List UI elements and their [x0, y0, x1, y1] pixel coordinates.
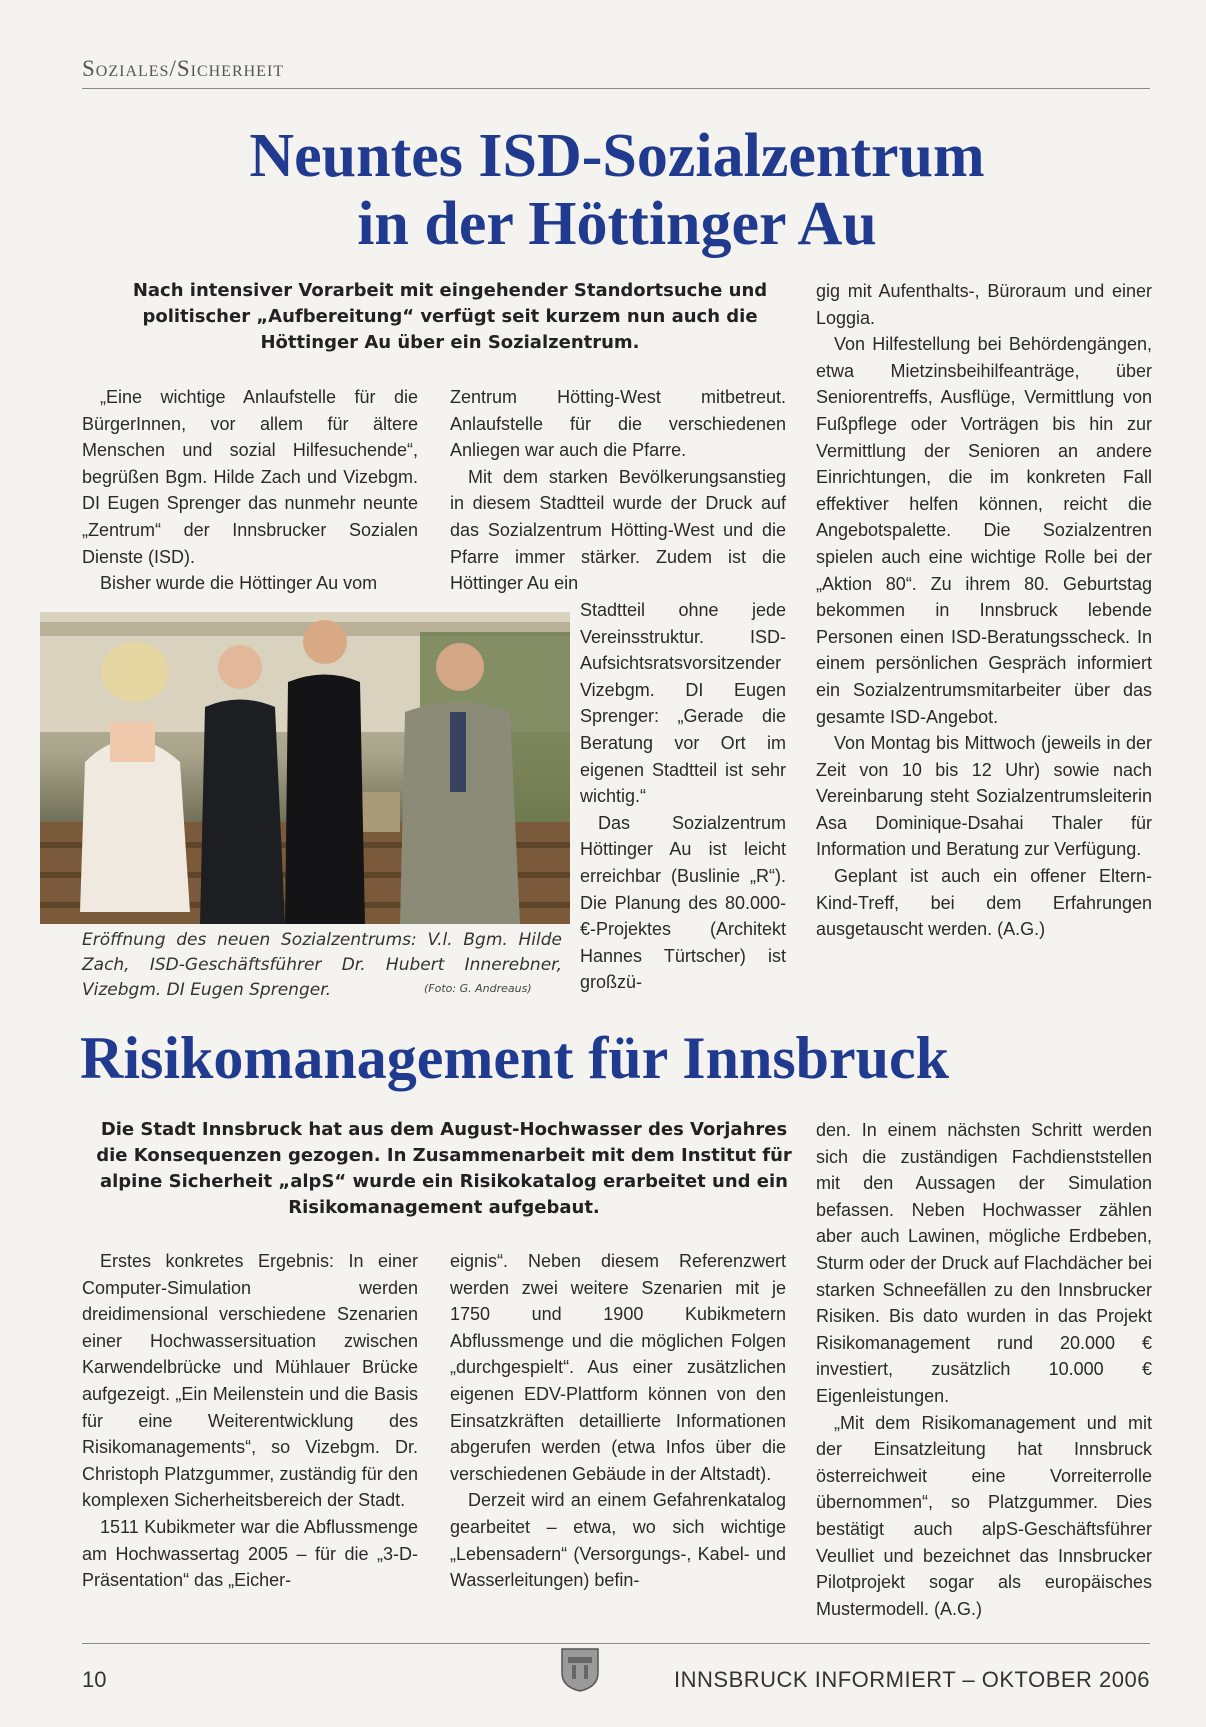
page-number: 10 — [82, 1667, 107, 1692]
publication-footer: INNSBRUCK INFORMIERT – OKTOBER 2006 — [674, 1667, 1150, 1692]
photo-credit: (Foto: G. Andreaus) — [424, 982, 532, 995]
bottom-rule — [82, 1643, 1150, 1644]
opening-photo — [40, 612, 570, 924]
article1-column-3 — [816, 278, 1152, 943]
article1-column-2 — [450, 384, 786, 597]
article1-title — [82, 122, 1152, 258]
article1-lead: Nach intensiver Vorarbeit mit eingehender Standortsuche und politischer „Aufbereitung“ verfügt seit kurzem nun auch die Höttinger Au über ein Sozialzentrum. — [132, 280, 768, 353]
paragraph: Derzeit wird an einem Gefahrenkatalog gearbeitet – etwa, wo sich wichtige „Lebensadern“ (Versorgungs-, Kabel- und Wasserleitungen) befin- — [450, 1490, 786, 1591]
article2-lead: Die Stadt Innsbruck hat aus dem August-Hochwasser des Vorjahres die Konsequenzen gezogen. In Zusammenarbeit mit dem Institut für alpine Sicherheit „alpS“ wurde ein Risikokatalog erarbeitet und ein Risikomanagement aufgebaut. — [96, 1119, 792, 1218]
paragraph: gig mit Aufenthalts-, Büroraum und einer Loggia. — [816, 281, 1152, 328]
article1-column-1 — [82, 384, 418, 597]
article2-title: Risikomanagement für Innsbruck — [80, 1025, 950, 1091]
paragraph: Das Sozialzentrum Höttinger Au ist leicht erreichbar (Buslinie „R“). Die Planung des 80.000-€-Projektes (Architekt Hannes Türtscher) ist großzü- — [580, 812, 786, 993]
city-crest-icon — [560, 1647, 600, 1693]
article1-column-2-wrap — [580, 597, 786, 996]
article2-column-2 — [450, 1248, 786, 1594]
top-rule — [82, 88, 1150, 89]
paragraph: Zentrum Hötting-West mitbetreut. Anlaufstelle für die verschiedenen Anliegen war auch die Pfarre. — [450, 387, 786, 461]
paragraph: 1511 Kubikmeter war die Abflussmenge am Hochwassertag 2005 – für die „3-D-Präsentation“ das „Eicher- — [82, 1516, 418, 1591]
paragraph: Von Montag bis Mittwoch (jeweils in der Zeit von 10 bis 12 Uhr) sowie nach Vereinbarung steht Sozialzentrumsleiterin Asa Dominique-Dsahai Thaler für Information und Beratung zur Verfügung. — [816, 733, 1152, 860]
photo-caption: Eröffnung des neuen Sozialzentrums: V.l. Bgm. Hilde Zach, ISD-Geschäftsführer Dr. Hubert Innerebner, Vizebgm. DI Eugen Sprenger. — [82, 930, 562, 1000]
paragraph: „Eine wichtige Anlaufstelle für die BürgerInnen, vor allem für ältere Menschen und sozial Hilfesuchende“, begrüßen Bgm. Hilde Zach und Vizebgm. DI Eugen Sprenger das nunmehr neunte „Zentrum“ der Innsbrucker Sozialen Dienste (ISD). — [82, 387, 418, 567]
article1-title-line1: Neuntes ISD-Sozialzentrum — [249, 122, 985, 190]
paragraph: Von Hilfestellung bei Behördengängen, etwa Mietzinsbeihilfeanträge, über Seniorentreffs, Ausflüge, Vermittlung von Fußpflege oder Vorträgen bis hin zur Vermittlung der Senioren an andere Einrichtungen, die im konkreten Fall effektiver helfen können, reicht die Angebotspalette. Die Sozialzentren spielen auch eine wichtige Rolle bei der „Aktion 80“. Zu ihrem 80. Geburtstag bekommen in Innsbruck lebende Personen einen ISD-Beratungsscheck. In einem persönlichen Gespräch informiert ein Sozialzentrumsmitarbeiter über das gesamte ISD-Angebot. — [816, 334, 1152, 727]
paragraph: Geplant ist auch ein offener Eltern-Kind-Treff, bei dem Erfahrungen ausgetauscht werden. (A.G.) — [816, 866, 1152, 940]
article2-column-3 — [816, 1117, 1152, 1622]
paragraph: „Mit dem Risikomanagement und mit der Einsatzleitung hat Innsbruck österreichweit eine Vorreiterrolle übernommen“, so Platzgummer. Dies bestätigt auch alpS-Geschäftsführer Veulliet und bezeichnet das Innsbrucker Pilotprojekt sogar als europäisches Mustermodell. (A.G.) — [816, 1412, 1152, 1619]
paragraph: Stadtteil ohne jede Vereinsstruktur. ISD-Aufsichtsratsvorsitzender Vizebgm. DI Eugen Sprenger: „Gerade die Beratung vor Ort im eigenen Stadtteil ist sehr wichtig.“ — [580, 600, 786, 807]
section-label: Soziales/Sicherheit — [82, 56, 285, 81]
paragraph: Bisher wurde die Höttinger Au vom — [100, 573, 378, 594]
paragraph: Mit dem starken Bevölkerungsanstieg in diesem Stadtteil wurde der Druck auf das Sozialzentrum Hötting-West und die Pfarre immer stärker. Zudem ist die Höttinger Au ein — [450, 466, 786, 594]
article2-column-1 — [82, 1248, 418, 1594]
article1-title-line2: in der Höttinger Au — [357, 190, 877, 258]
paragraph: Erstes konkretes Ergebnis: In einer Computer-Simulation werden dreidimensional verschiedene Szenarien einer Hochwassersituation zwischen Karwendelbrücke und Mühlauer Brücke aufgezeigt. „Ein Meilenstein und die Basis für eine Weiterentwicklung des Risikomanagements“, so Vizebgm. Dr. Christoph Platzgummer, zuständig für den komplexen Sicherheitsbereich der Stadt. — [82, 1251, 418, 1511]
paragraph: den. In einem nächsten Schritt werden sich die zuständigen Fachdienststellen mit den Aussagen der Simulation befassen. Neben Hochwasser zählen aber auch Lawinen, mögliche Erdbeben, Sturm oder der Druck auf Flachdächer bei starken Schneefällen zu den Innsbrucker Risiken. Bis dato wurden in das Projekt Risikomanagement rund 20.000 € investiert, zusätzlich 10.000 € Eigenleistungen. — [816, 1120, 1152, 1406]
paragraph: eignis“. Neben diesem Referenzwert werden zwei weitere Szenarien mit je 1750 und 1900 Kubikmetern Abflussmenge und die möglichen Folgen „durchgespielt“. Aus einer zusätzlichen eigenen EDV-Plattform können von den Einsatzkräften detaillierte Informationen abgerufen werden (etwa Infos über die verschiedenen Gebäude in der Altstadt). — [450, 1251, 786, 1484]
